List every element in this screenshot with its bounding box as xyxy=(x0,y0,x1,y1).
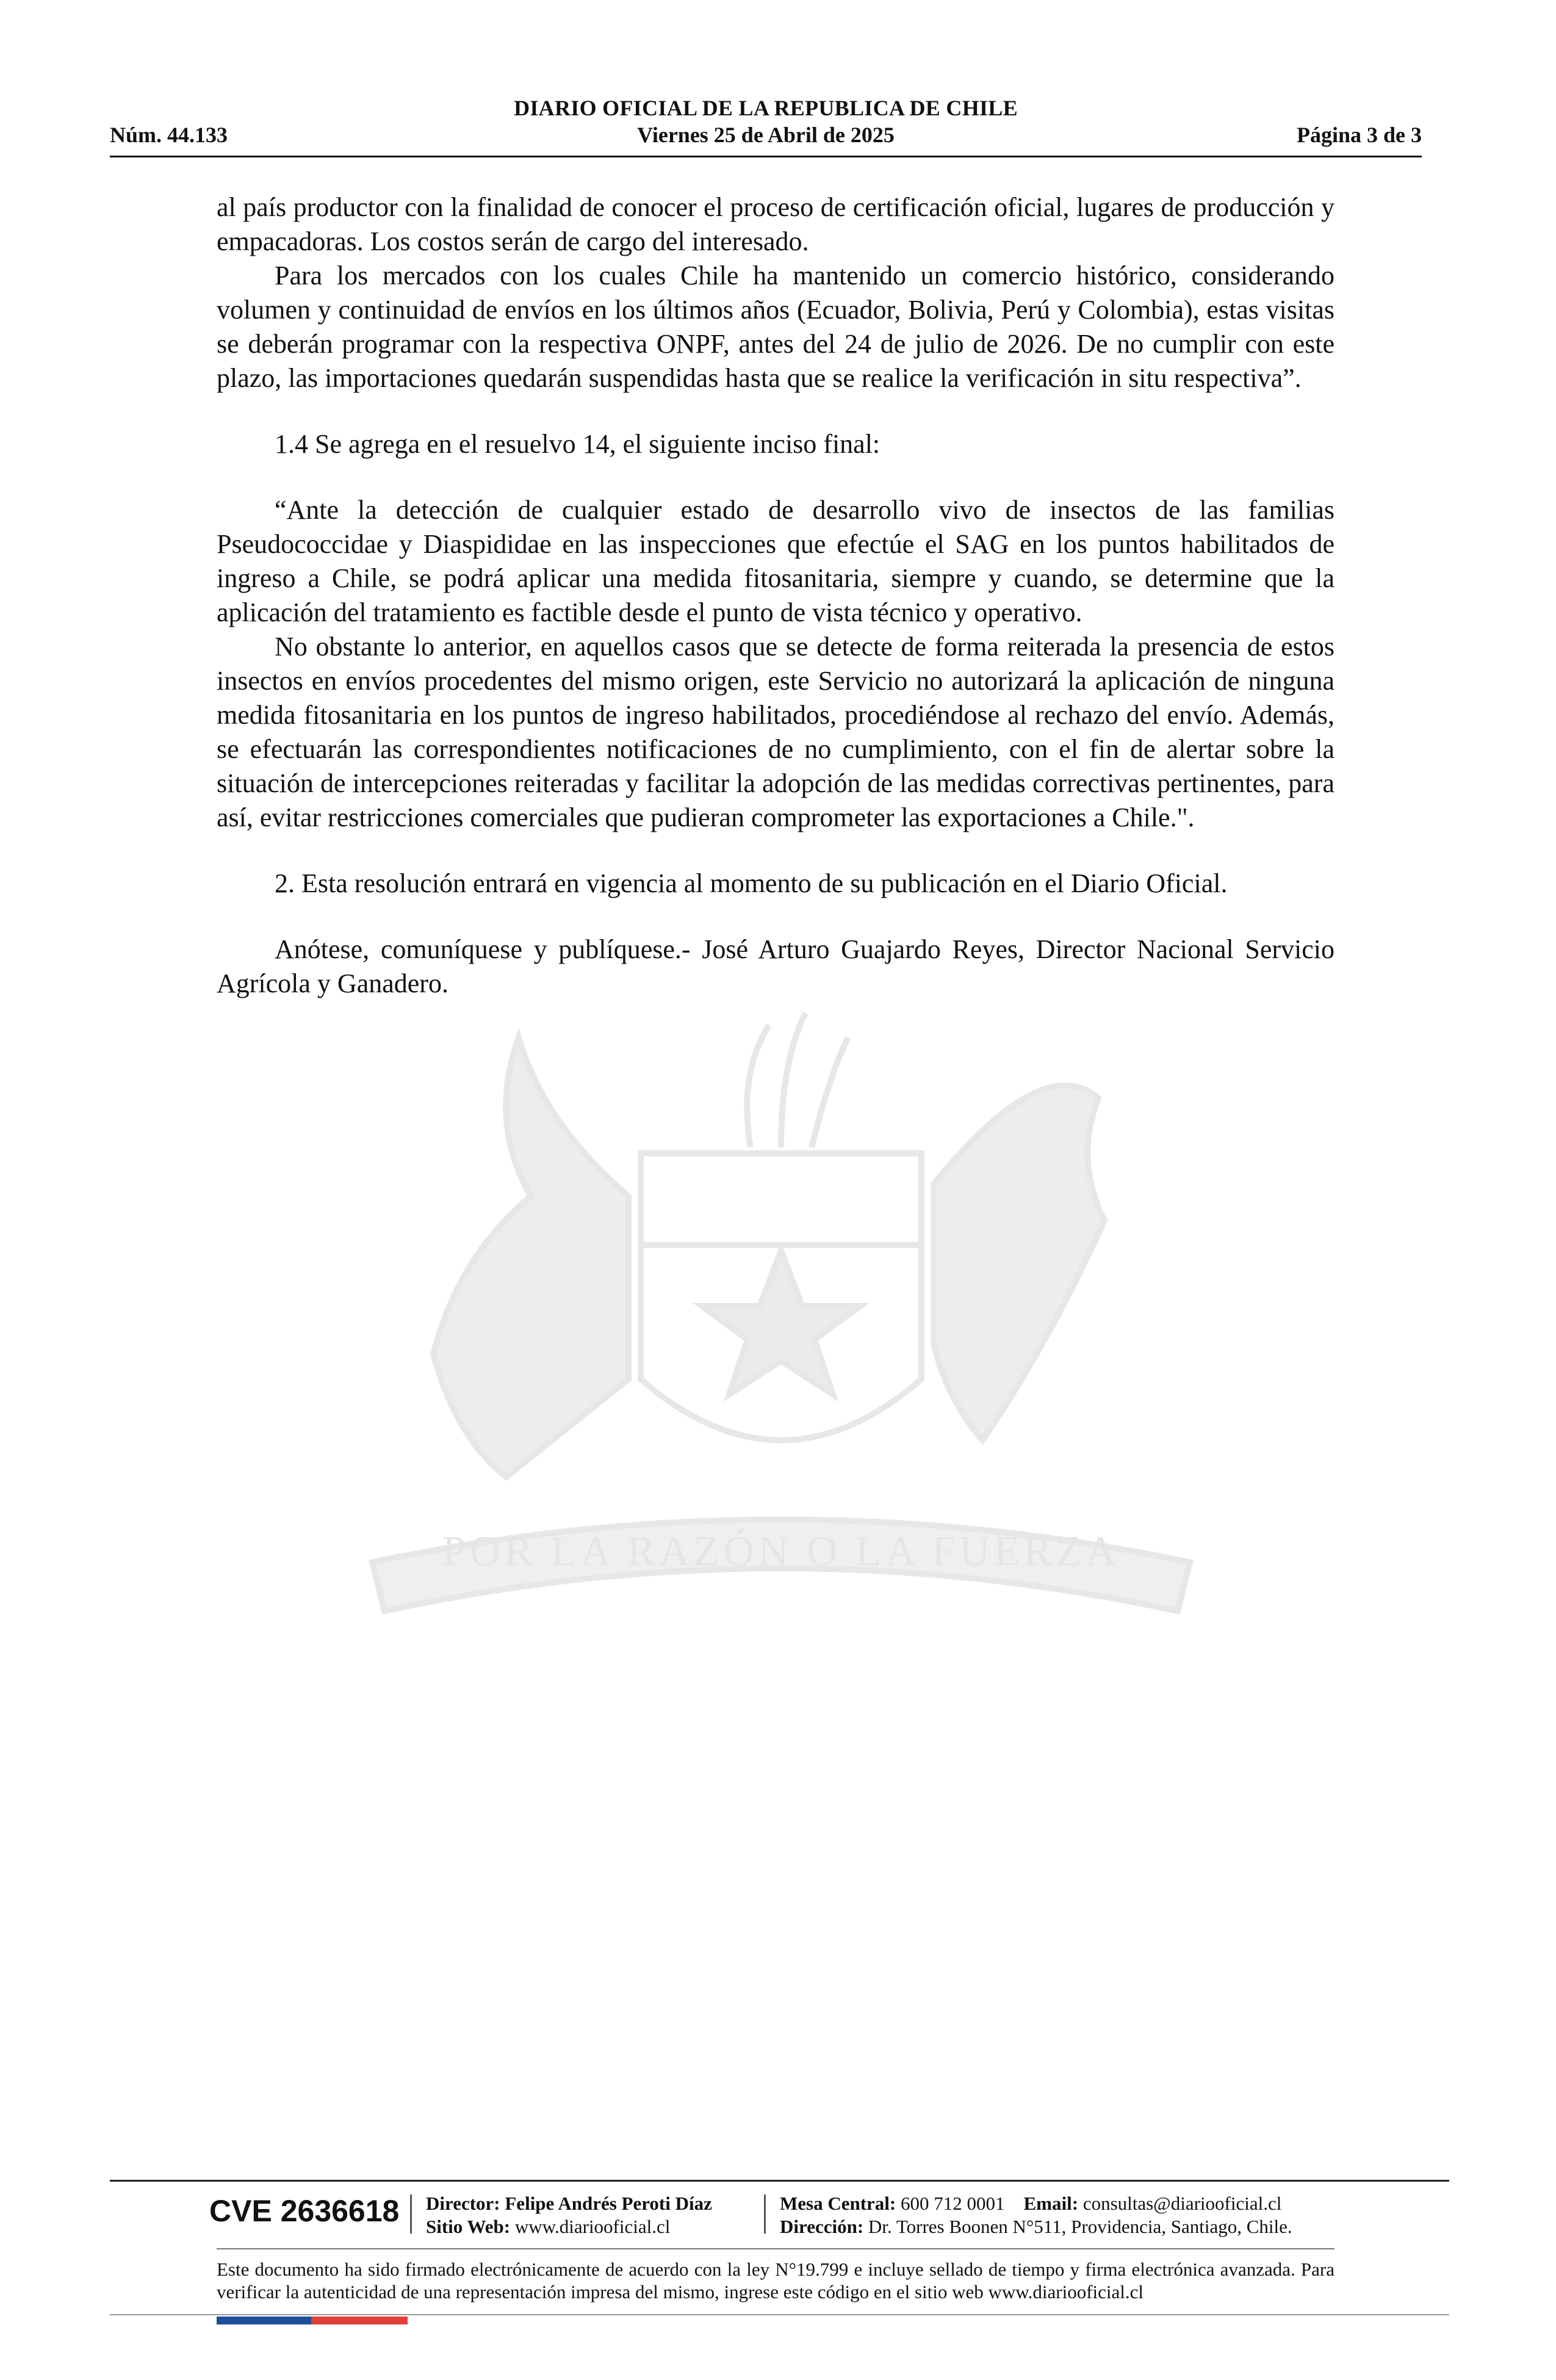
phone-number: 600 712 0001 xyxy=(901,2193,1005,2214)
legal-notice: Este documento ha sido firmado electrónicamente de acuerdo con la ley N°19.799 e incluye sellado de tiempo y firma electrónica avanzada. Para verificar la autenticidad de una representación impresa del mismo, ingrese este código en el sitio web www.diariooficial.cl xyxy=(217,2259,1334,2302)
document-body xyxy=(217,190,1334,1001)
footer-middle-rule xyxy=(217,2248,1334,2249)
address-text: Dr. Torres Boonen N°511, Providencia, Santiago, Chile. xyxy=(868,2216,1292,2237)
page-header xyxy=(110,92,1422,159)
web-label: Sitio Web: xyxy=(426,2216,511,2237)
footer-director-block xyxy=(426,2192,712,2238)
footer-separator xyxy=(764,2194,766,2234)
paragraph-2: Para los mercados con los cuales Chile ha mantenido un comercio histórico, considerando volumen y continuidad de envíos en los últimos años (Ecuador, Bolivia, Perú y Colombia), estas visitas se deberán programar con la respectiva ONPF, antes del 24 de julio de 2026. De no cumplir con este plazo, las importaciones quedarán suspendidas hasta que se realice la verificación in situ respectiva”. xyxy=(217,261,1334,393)
footer-contact-block xyxy=(780,2192,1292,2238)
paragraph-4: “Ante la detección de cualquier estado de desarrollo vivo de insectos de las familias Pseudococcidae y Diaspididae en las inspecciones que efectúe el SAG en los puntos habilitados de ingreso a Chile, se podrá aplicar una medida fitosanitaria, siempre y cuando, se determine que la aplicación del tratamiento es factible desde el punto de vista técnico y operativo. xyxy=(217,495,1334,627)
paragraph-6: 2. Esta resolución entrará en vigencia al momento de su publicación en el Diario Oficial. xyxy=(275,868,1228,898)
paragraph-3: 1.4 Se agrega en el resuelvo 14, el siguiente inciso final: xyxy=(275,429,881,459)
coat-of-arms-motto: POR LA RAZÓN O LA FUERZA xyxy=(442,1528,1120,1575)
page-indicator: Página 3 de 3 xyxy=(1296,123,1422,147)
issue-date: Viernes 25 de Abril de 2025 xyxy=(637,123,895,147)
footer-separator xyxy=(410,2194,412,2234)
web-link[interactable]: www.diariooficial.cl xyxy=(514,2216,671,2237)
email-link[interactable]: consultas@diariooficial.cl xyxy=(1082,2193,1282,2214)
flag-stripe-red xyxy=(311,2317,408,2324)
paragraph-7-signature: Anótese, comuníquese y publíquese.- José Arturo Guajardo Reyes, Director Nacional Servicio Agrícola y Ganadero. xyxy=(217,934,1334,998)
cve-code: CVE 2636618 xyxy=(209,2194,400,2228)
coat-of-arms-watermark xyxy=(201,1001,1361,1672)
footer-top-rule xyxy=(110,2180,1449,2182)
flag-stripe-blue xyxy=(217,2317,311,2324)
phone-label: Mesa Central: xyxy=(780,2193,896,2214)
newspaper-title: DIARIO OFICIAL DE LA REPUBLICA DE CHILE xyxy=(514,96,1018,120)
director-name: Felipe Andrés Peroti Díaz xyxy=(505,2193,712,2214)
issue-number: Núm. 44.133 xyxy=(110,123,228,147)
director-label: Director: xyxy=(426,2193,500,2214)
paragraph-5: No obstante lo anterior, en aquellos casos que se detecte de forma reiterada la presencia de estos insectos en envíos procedentes del mismo origen, este Servicio no autorizará la aplicación de ninguna medida fitosanitaria en los puntos de ingreso habilitados, procediéndose al rechazo del envío. Además, se efectuarán las correspondientes notificaciones de no cumplimiento, con el fin de alertar sobre la situación de intercepciones reiteradas y facilitar la adopción de las medidas correctivas pertinentes, para así, evitar restricciones comerciales que pudieran comprometer las exportaciones a Chile.". xyxy=(217,632,1334,832)
address-label: Dirección: xyxy=(780,2216,864,2237)
paragraph-1: al país productor con la finalidad de conocer el proceso de certificación oficial, lugares de producción y empacadoras. Los costos serán de cargo del interesado. xyxy=(217,192,1334,256)
header-rule xyxy=(110,156,1422,157)
footer-bottom-rule xyxy=(110,2314,1449,2315)
email-label: Email: xyxy=(1023,2193,1079,2214)
